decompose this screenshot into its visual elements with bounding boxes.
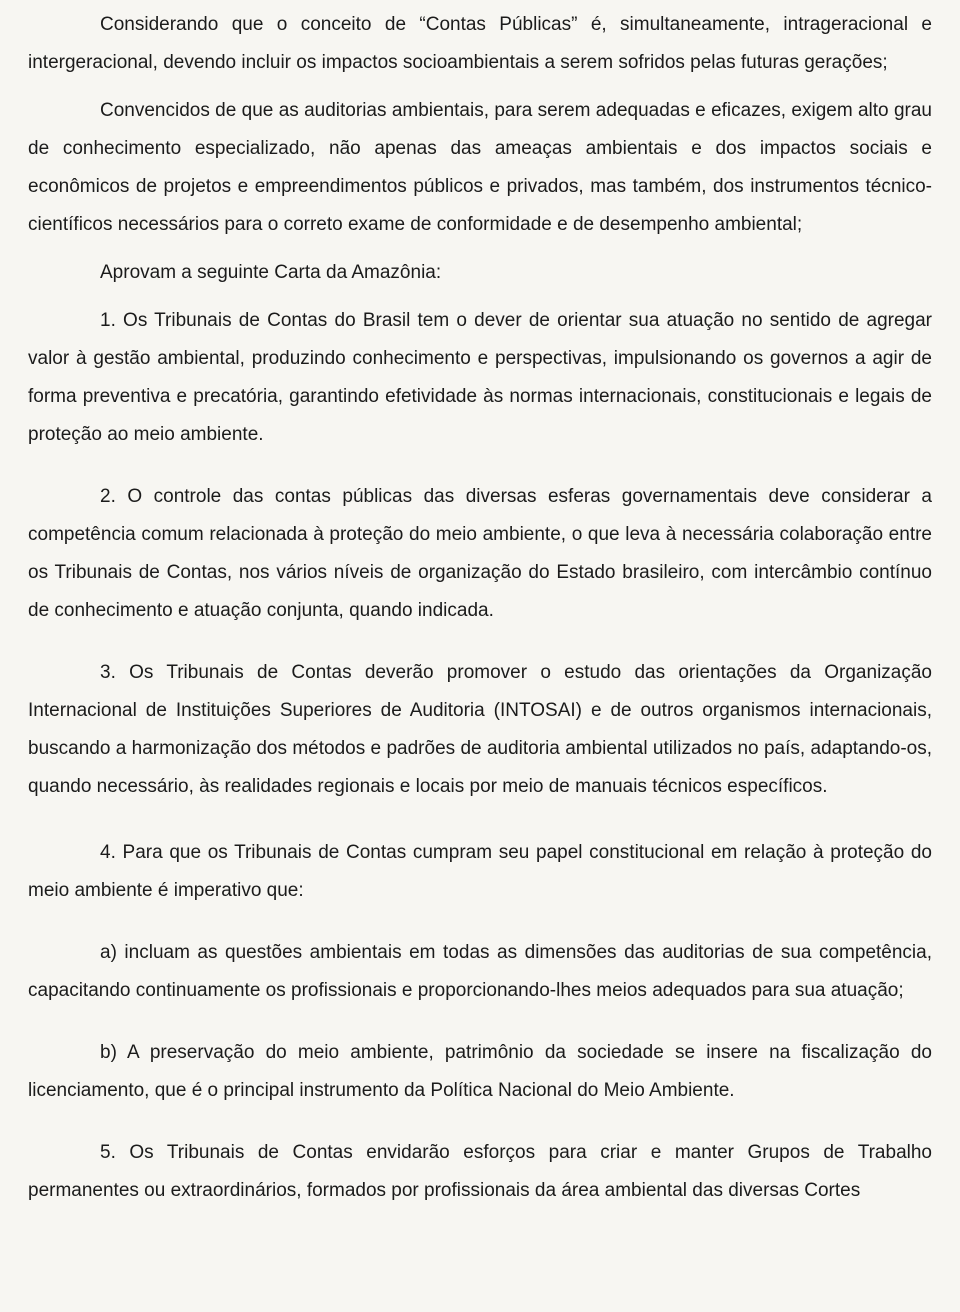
paragraph-considerando: Considerando que o conceito de “Contas Públicas” é, simultaneamente, intrageracional e intergeracional, devendo incluir os impactos socioambientais a serem sofridos pelas futuras gerações; — [28, 14, 932, 73]
paragraph-convencidos: Convencidos de que as auditorias ambientais, para serem adequadas e eficazes, exigem alto grau de conhecimento especializado, não apenas das ameaças ambientais e dos impactos sociais e econômicos de projetos e empreendimentos públicos e privados, mas também, dos instrumentos técnico-científicos necessários para o correto exame de conformidade e de desempenho ambiental; — [28, 100, 932, 235]
paragraph-item-3: 3. Os Tribunais de Contas deverão promover o estudo das orientações da Organização Internacional de Instituições Superiores de Auditoria (INTOSAI) e de outros organismos internacionais, buscando a harmonização dos métodos e padrões de auditoria ambiental utilizados no país, adaptando-os, quando necessário, às realidades regionais e locais por meio de manuais técnicos específicos. — [28, 662, 932, 797]
paragraph-item-2: 2. O controle das contas públicas das diversas esferas governamentais deve considerar a competência comum relacionada à proteção do meio ambiente, o que leva à necessária colaboração entre os Tribunais de Contas, nos vários níveis de organização do Estado brasileiro, com intercâmbio contínuo de conhecimento e atuação conjunta, quando indicada. — [28, 486, 932, 621]
paragraph-item-4b: b) A preservação do meio ambiente, patrimônio da sociedade se insere na fiscalização do licenciamento, que é o principal instrumento da Política Nacional do Meio Ambiente. — [28, 1042, 932, 1101]
paragraph-item-4a: a) incluam as questões ambientais em todas as dimensões das auditorias de sua competência, capacitando continuamente os profissionais e proporcionando-lhes meios adequados para sua atuação; — [28, 942, 932, 1001]
paragraph-aprovam: Aprovam a seguinte Carta da Amazônia: — [100, 262, 442, 283]
paragraph-item-5: 5. Os Tribunais de Contas envidarão esforços para criar e manter Grupos de Trabalho permanentes ou extraordinários, formados por profissionais da área ambiental das diversas Cortes — [28, 1142, 932, 1201]
paragraph-item-4: 4. Para que os Tribunais de Contas cumpram seu papel constitucional em relação à proteção do meio ambiente é imperativo que: — [28, 842, 932, 901]
paragraph-item-1: 1. Os Tribunais de Contas do Brasil tem o dever de orientar sua atuação no sentido de agregar valor à gestão ambiental, produzindo conhecimento e perspectivas, impulsionando os governos a agir de forma preventiva e precatória, garantindo efetividade às normas internacionais, constitucionais e legais de proteção ao meio ambiente. — [28, 310, 932, 445]
